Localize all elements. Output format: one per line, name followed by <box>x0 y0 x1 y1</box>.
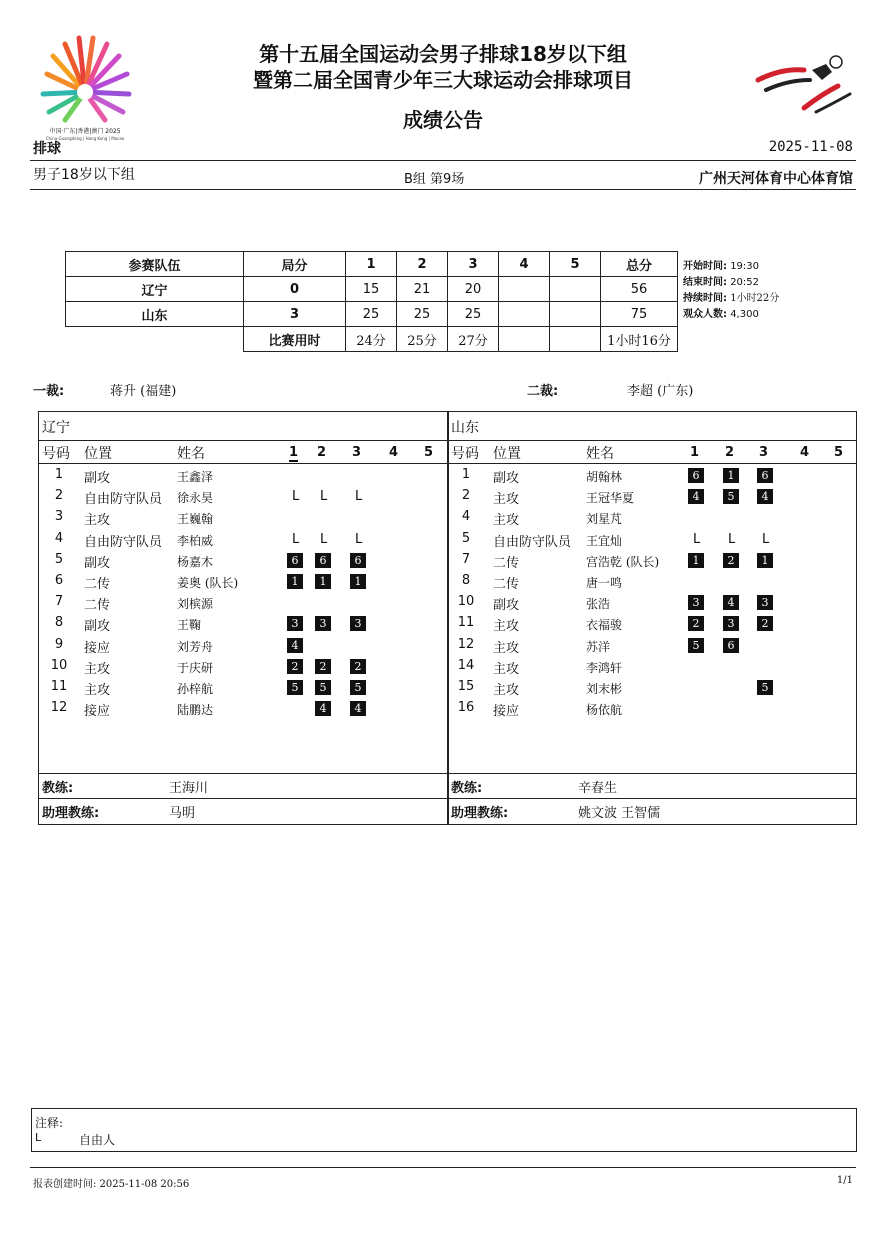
libero-mark: L <box>292 489 300 505</box>
player-number: 2 <box>54 488 64 504</box>
player-name: 刘末彬 <box>586 682 623 696</box>
player-position: 副攻 <box>84 619 111 635</box>
player-number: 8 <box>461 573 471 588</box>
player-name: 王鑫泽 <box>177 470 214 484</box>
starting-position: 4 <box>287 638 303 653</box>
report-created: 报表创建时间: 2025-11-08 20:56 <box>33 1179 190 1190</box>
player-row <box>448 550 856 571</box>
player-name: 王宜灿 <box>586 533 623 548</box>
set-duration: 25分 <box>397 327 448 352</box>
header-total: 总分 <box>601 252 678 277</box>
first-referee-label: 一裁: <box>33 384 65 399</box>
second-referee-label: 二裁: <box>527 384 559 399</box>
set-score <box>550 302 601 327</box>
player-row <box>39 507 448 528</box>
starting-position: 5 <box>723 489 739 504</box>
audience-label: 观众人数: <box>683 309 727 320</box>
assistant-label: 助理教练: <box>42 806 100 821</box>
player-number: 1 <box>461 467 471 482</box>
player-name: 李柏威 <box>177 533 214 548</box>
end-label: 结束时间: <box>683 277 727 288</box>
duration-info: 1小时22分 <box>730 293 780 304</box>
header-set-3: 3 <box>448 252 499 277</box>
player-position: 主攻 <box>493 661 520 677</box>
team-title: 辽宁 <box>42 420 70 436</box>
player-number: 7 <box>54 594 64 610</box>
player-row <box>448 465 856 486</box>
starting-position: 5 <box>688 638 704 653</box>
player-row <box>39 677 448 698</box>
player-row <box>448 677 856 698</box>
col-name: 姓名 <box>177 446 205 462</box>
col-pos: 位置 <box>493 446 521 462</box>
player-name: 徐永昊 <box>177 491 214 506</box>
team-name: 山东 <box>66 302 244 327</box>
player-number: 15 <box>457 679 475 694</box>
col-set-5: 5 <box>834 445 844 460</box>
col-set-2: 2 <box>317 445 327 460</box>
starting-position: 2 <box>757 616 773 631</box>
col-set-2: 2 <box>725 445 735 460</box>
player-name: 杨依航 <box>586 703 623 718</box>
duration-total: 1小时16分 <box>601 327 678 352</box>
report-date: 2025-11-08 <box>768 139 853 155</box>
assistant-name: 马明 <box>169 806 196 821</box>
player-number: 8 <box>54 615 64 631</box>
starting-position: 6 <box>688 468 704 483</box>
player-row <box>39 571 448 592</box>
logo-subtext: China·Guangdong | Hong Kong | Macao <box>45 136 125 141</box>
player-position: 自由防守队员 <box>493 534 572 550</box>
starting-position: 3 <box>287 616 303 631</box>
row-divider <box>448 440 856 441</box>
set-score <box>499 302 550 327</box>
duration-row <box>66 327 678 352</box>
col-set-5: 5 <box>424 445 434 460</box>
set-score <box>499 277 550 302</box>
player-number: 16 <box>457 700 475 716</box>
player-position: 主攻 <box>84 513 111 529</box>
start-label: 开始时间: <box>683 261 727 272</box>
notes-key: L <box>35 1131 42 1144</box>
player-row <box>448 613 856 634</box>
notes-desc: 自由人 <box>79 1133 116 1147</box>
player-row <box>448 486 856 507</box>
player-position: 接应 <box>493 704 520 720</box>
header-set-4: 4 <box>499 252 550 277</box>
duration-label: 比赛用时 <box>244 327 346 352</box>
player-position: 副攻 <box>84 471 111 486</box>
player-number: 14 <box>457 657 475 673</box>
libero-mark: L <box>355 531 363 547</box>
col-set-3: 3 <box>352 445 362 460</box>
coach-name: 王海川 <box>169 781 209 796</box>
player-position: 副攻 <box>493 471 520 486</box>
player-position: 二传 <box>84 598 111 614</box>
player-name: 苏洋 <box>586 639 611 654</box>
player-name: 王巍翰 <box>177 512 214 527</box>
starting-position: 3 <box>723 616 739 631</box>
set-duration: 24分 <box>346 327 397 352</box>
match-info <box>683 259 779 323</box>
player-position: 自由防守队员 <box>84 492 163 508</box>
libero-mark: L <box>320 531 328 547</box>
set-score <box>550 277 601 302</box>
page-subtitle: 成绩公告 <box>403 108 483 132</box>
libero-mark: L <box>292 531 300 547</box>
player-row <box>39 613 448 634</box>
player-position: 主攻 <box>84 661 111 677</box>
starting-position: 3 <box>350 616 366 631</box>
starting-position: 1 <box>757 553 773 568</box>
header-set-5: 5 <box>550 252 601 277</box>
player-name: 宫浩乾 (队长) <box>586 554 660 569</box>
coach-name: 辛春生 <box>578 781 618 796</box>
team-name: 辽宁 <box>66 277 244 302</box>
col-no: 号码 <box>451 446 479 462</box>
starting-position: 2 <box>287 659 303 674</box>
player-row <box>39 635 448 656</box>
coach-label: 教练: <box>451 781 483 796</box>
player-number: 11 <box>50 679 68 694</box>
player-position: 二传 <box>493 577 520 592</box>
player-position: 二传 <box>493 555 520 571</box>
starting-position: 6 <box>287 553 303 568</box>
set-score: 21 <box>397 277 448 302</box>
set-score: 15 <box>346 277 397 302</box>
player-number: 1 <box>54 467 64 482</box>
roster-panel-left <box>38 411 449 825</box>
player-position: 主攻 <box>493 492 520 508</box>
starting-position: 6 <box>350 553 366 568</box>
player-name: 刘星芃 <box>586 512 623 527</box>
category-label: 男子18岁以下组 <box>33 167 135 183</box>
player-position: 主攻 <box>493 640 520 656</box>
col-name: 姓名 <box>586 446 614 462</box>
player-row <box>39 465 448 486</box>
libero-mark: L <box>355 489 363 505</box>
player-row <box>448 507 856 528</box>
player-number: 9 <box>54 636 64 652</box>
starting-position: 1 <box>723 468 739 483</box>
end-time: 20:52 <box>730 277 760 288</box>
player-number: 4 <box>461 509 471 525</box>
logo-text: 中国·广东|香港|澳门 2025 <box>49 128 121 135</box>
team-row-2 <box>66 302 678 327</box>
player-row <box>39 698 448 719</box>
header-set-1: 1 <box>346 252 397 277</box>
set-duration: 27分 <box>448 327 499 352</box>
footer-divider <box>30 1167 856 1168</box>
player-row <box>448 635 856 656</box>
start-time: 19:30 <box>730 261 760 272</box>
starting-position: 4 <box>350 701 366 716</box>
player-name: 衣福骏 <box>586 618 623 633</box>
player-position: 二传 <box>84 577 111 592</box>
player-row <box>448 698 856 719</box>
player-list <box>448 465 856 765</box>
row-divider <box>448 773 856 774</box>
libero-mark: L <box>693 531 701 547</box>
row-divider <box>39 798 448 799</box>
player-row <box>448 571 856 592</box>
player-name: 胡翰林 <box>586 470 623 484</box>
team-total: 75 <box>601 302 678 327</box>
player-name: 王鞠 <box>177 618 202 633</box>
starting-position: 2 <box>315 659 331 674</box>
player-position: 自由防守队员 <box>84 534 163 550</box>
player-number: 5 <box>54 551 64 567</box>
player-position: 主攻 <box>493 683 520 698</box>
set-score: 25 <box>397 302 448 327</box>
col-set-1: 1 <box>289 445 299 460</box>
header-divider-1 <box>30 160 856 161</box>
row-divider <box>448 463 856 464</box>
player-number: 2 <box>461 488 471 504</box>
starting-position: 4 <box>723 595 739 610</box>
title-line-1: 第十五届全国运动会男子排球18岁以下组 <box>259 42 627 66</box>
starting-position: 1 <box>350 574 366 589</box>
starting-position: 1 <box>315 574 331 589</box>
player-name: 孙梓航 <box>177 682 214 696</box>
starting-position: 4 <box>315 701 331 716</box>
player-number: 12 <box>457 636 475 652</box>
player-name: 陆鹏达 <box>177 703 214 718</box>
roster-panel-right <box>447 411 857 825</box>
set-duration <box>550 327 601 352</box>
player-position: 副攻 <box>493 598 520 614</box>
player-number: 5 <box>461 530 471 546</box>
starting-position: 6 <box>757 468 773 483</box>
col-no: 号码 <box>42 446 70 462</box>
duration-info-label: 持续时间: <box>683 293 727 304</box>
player-number: 12 <box>50 700 68 716</box>
row-divider <box>39 463 448 464</box>
player-row <box>39 486 448 507</box>
libero-mark: L <box>728 531 736 547</box>
header-set-2: 2 <box>397 252 448 277</box>
starting-position: 5 <box>315 680 331 695</box>
libero-mark: L <box>320 489 328 505</box>
player-position: 副攻 <box>84 555 111 571</box>
col-set-4: 4 <box>800 445 810 460</box>
row-divider <box>448 798 856 799</box>
player-row <box>448 592 856 613</box>
assistant-label: 助理教练: <box>451 806 509 821</box>
header-team: 参赛队伍 <box>66 252 244 277</box>
player-name: 张浩 <box>586 597 611 612</box>
starting-position: 2 <box>350 659 366 674</box>
starting-position: 1 <box>287 574 303 589</box>
player-name: 唐一鸣 <box>586 576 623 590</box>
player-name: 杨嘉木 <box>177 554 214 569</box>
player-name: 王冠华夏 <box>586 491 635 506</box>
libero-mark: L <box>762 531 770 547</box>
player-row <box>448 529 856 550</box>
team-total: 56 <box>601 277 678 302</box>
set-score: 25 <box>346 302 397 327</box>
player-row <box>448 656 856 677</box>
score-table <box>65 251 678 352</box>
player-number: 11 <box>457 615 475 631</box>
starting-position: 3 <box>315 616 331 631</box>
sport-label: 排球 <box>33 141 61 157</box>
starting-position: 2 <box>723 553 739 568</box>
team-sets: 0 <box>244 277 346 302</box>
player-name: 于庆研 <box>177 660 214 675</box>
row-divider <box>39 440 448 441</box>
venue: 广州天河体育中心体育馆 <box>699 171 853 187</box>
col-set-4: 4 <box>389 445 399 460</box>
player-list <box>39 465 448 765</box>
player-position: 接应 <box>84 704 111 720</box>
starting-position: 1 <box>688 553 704 568</box>
starting-position: 5 <box>757 680 773 695</box>
starting-position: 3 <box>757 595 773 610</box>
player-position: 主攻 <box>84 683 111 698</box>
starting-position: 2 <box>688 616 704 631</box>
team-sets: 3 <box>244 302 346 327</box>
player-name: 刘槟源 <box>177 597 214 612</box>
set-duration <box>499 327 550 352</box>
set-score: 25 <box>448 302 499 327</box>
player-name: 李鸿轩 <box>586 660 623 675</box>
audience: 4,300 <box>730 309 759 320</box>
notes-label: 注释: <box>35 1116 64 1130</box>
team-row-1 <box>66 277 678 302</box>
col-set-3: 3 <box>759 445 769 460</box>
starting-position: 6 <box>315 553 331 568</box>
player-row <box>39 550 448 571</box>
starting-position: 5 <box>350 680 366 695</box>
player-name: 刘芳舟 <box>177 639 214 654</box>
team-title: 山东 <box>451 420 479 436</box>
page-number: 1/1 <box>836 1175 853 1186</box>
player-name: 姜奥 (队长) <box>177 576 239 590</box>
player-position: 主攻 <box>493 619 520 635</box>
set-score: 20 <box>448 277 499 302</box>
player-number: 3 <box>54 509 64 525</box>
header-sets: 局分 <box>244 252 346 277</box>
player-row <box>39 529 448 550</box>
col-set-1: 1 <box>690 445 700 460</box>
player-row <box>39 592 448 613</box>
coach-label: 教练: <box>42 781 74 796</box>
col-pos: 位置 <box>84 446 112 462</box>
player-number: 6 <box>54 573 64 588</box>
starting-position: 4 <box>757 489 773 504</box>
player-number: 7 <box>461 551 471 567</box>
starting-position: 6 <box>723 638 739 653</box>
header-divider-2 <box>30 189 856 190</box>
title-line-2: 暨第二届全国青少年三大球运动会排球项目 <box>253 68 633 92</box>
player-number: 4 <box>54 530 64 546</box>
second-referee: 李超 (广东) <box>627 384 694 399</box>
starting-position: 4 <box>688 489 704 504</box>
assistant-name: 姚文波 王智儒 <box>578 806 661 821</box>
row-divider <box>39 773 448 774</box>
starting-position: 5 <box>287 680 303 695</box>
group-match: B组 第9场 <box>404 172 465 187</box>
starting-position: 3 <box>688 595 704 610</box>
first-referee: 蒋升 (福建) <box>110 384 177 399</box>
player-position: 接应 <box>84 640 111 656</box>
player-number: 10 <box>457 594 475 610</box>
player-row <box>39 656 448 677</box>
player-position: 主攻 <box>493 513 520 529</box>
player-number: 10 <box>50 657 68 673</box>
notes-box <box>31 1108 857 1152</box>
